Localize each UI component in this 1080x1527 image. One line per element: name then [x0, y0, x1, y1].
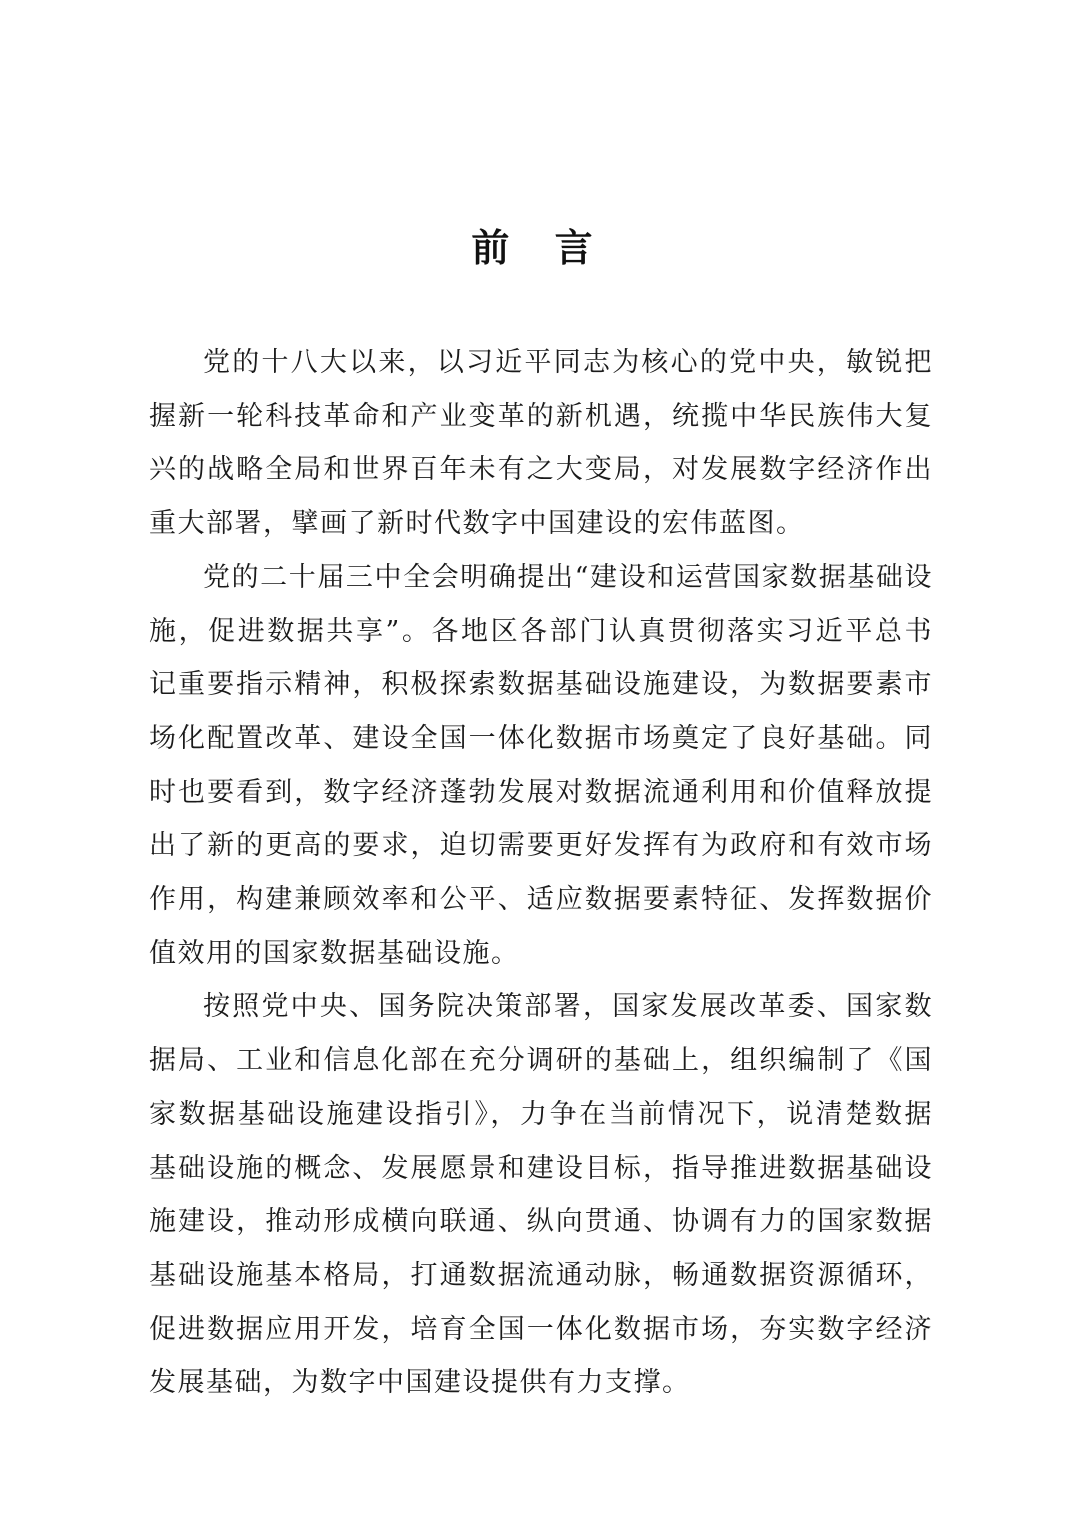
paragraph-1: 党的十八大以来，以习近平同志为核心的党中央，敏锐把握新一轮科技革命和产业变革的新机遇，统揽中华民族伟大复兴的战略全局和世界百年未有之大变局，对发展数字经济作出重大部署，擘画了新时代数字中国建设的宏伟蓝图。	[149, 347, 933, 540]
page-title: 前 言	[471, 225, 609, 270]
paragraph-3: 按照党中央、国务院决策部署，国家发展改革委、国家数据局、工业和信息化部在充分调研的基础上，组织编制了《国家数据基础设施建设指引》，力争在当前情况下，说清楚数据基础设施的概念、发展愿景和建设目标，指导推进数据基础设施建设，推动形成横向联通、纵向贯通、协调有力的国家数据基础设施基本格局，打通数据流通动脉，畅通数据资源循环，促进数据应用开发，培育全国一体化数据市场，夯实数字经济发展基础，为数字中国建设提供有力支撑。	[149, 991, 933, 1399]
document-body	[149, 336, 933, 1410]
paragraph-2: 党的二十届三中全会明确提出“建设和运营国家数据基础设施，促进数据共享”。各地区各部门认真贯彻落实习近平总书记重要指示精神，积极探索数据基础设施建设，为数据要素市场化配置改革、建设全国一体化数据市场奠定了良好基础。同时也要看到，数字经济蓬勃发展对数据流通利用和价值释放提出了新的更高的要求，迫切需要更好发挥有为政府和有效市场作用，构建兼顾效率和公平、适应数据要素特征、发挥数据价值效用的国家数据基础设施。	[149, 561, 933, 969]
